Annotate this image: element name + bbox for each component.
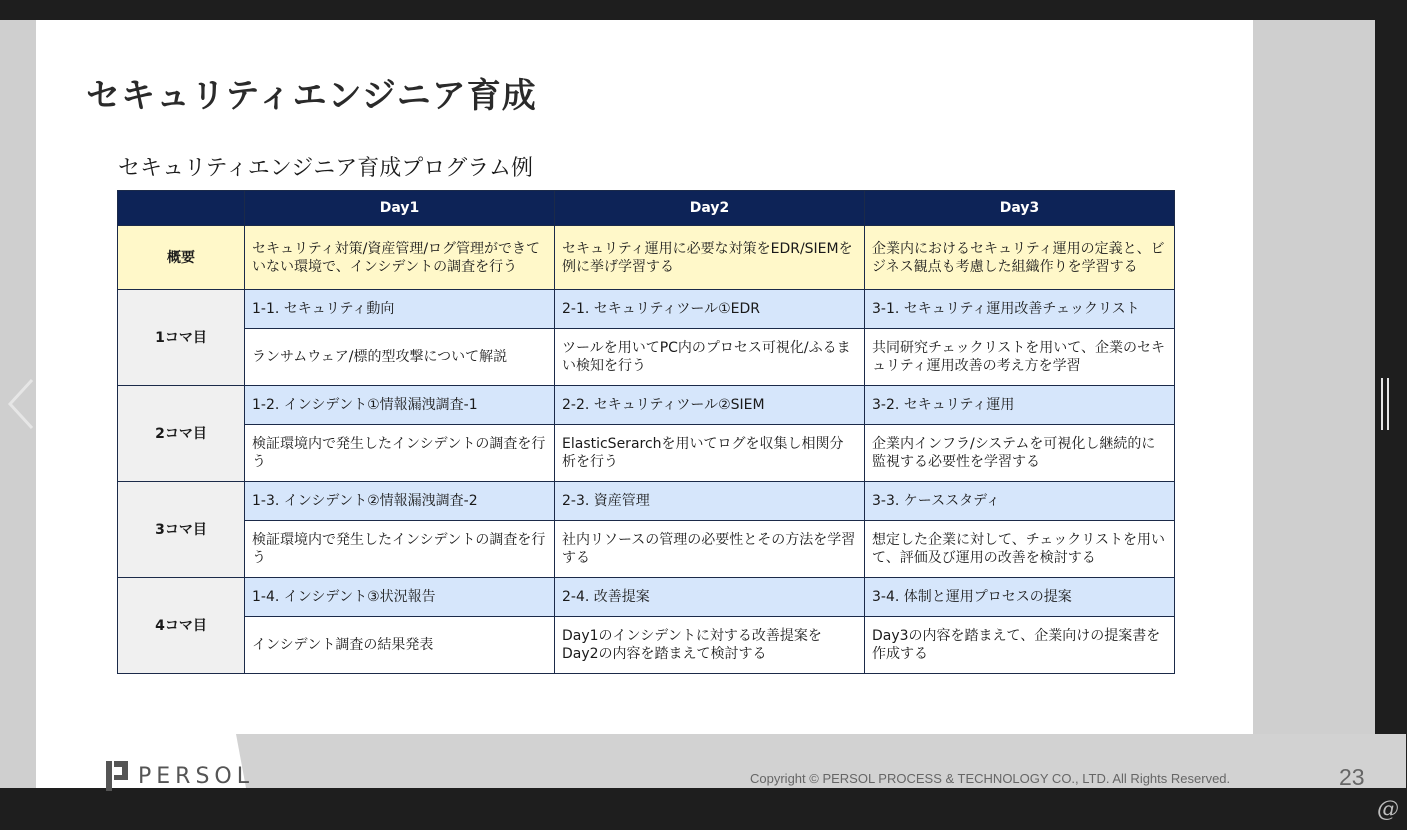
header-day2: Day2 <box>555 191 865 226</box>
session-topic: 2-1. セキュリティツール①EDR <box>555 290 865 329</box>
session2-desc-row <box>118 425 1175 482</box>
overview-cell-day1: セキュリティ対策/資産管理/ログ管理ができていない環境で、インシデントの調査を行う <box>245 226 555 290</box>
header-corner <box>118 191 245 226</box>
chevron-left-icon <box>4 378 40 430</box>
copyright-text: Copyright © PERSOL PROCESS & TECHNOLOGY CO., LTD. All Rights Reserved. <box>750 771 1231 786</box>
session2-topic-row <box>118 386 1175 425</box>
session-topic: 1-1. セキュリティ動向 <box>245 290 555 329</box>
session-topic: 1-3. インシデント②情報漏洩調査-2 <box>245 482 555 521</box>
persol-logo <box>106 761 254 791</box>
session-description: ElasticSerarchを用いてログを収集し相関分析を行う <box>555 425 865 482</box>
session1-desc-row <box>118 329 1175 386</box>
slide-menu-button[interactable] <box>1378 378 1394 430</box>
table-header-row <box>118 191 1175 226</box>
overview-label: 概要 <box>118 226 245 290</box>
session-description: Day1のインシデントに対する改善提案をDay2の内容を踏まえて検討する <box>555 617 865 674</box>
session-description: 検証環境内で発生したインシデントの調査を行う <box>245 521 555 578</box>
slide-subtitle: セキュリティエンジニア育成プログラム例 <box>118 156 534 181</box>
session-topic: 3-3. ケーススタディ <box>865 482 1175 521</box>
page-number: 23 <box>1339 764 1365 790</box>
header-day3: Day3 <box>865 191 1175 226</box>
session-description: 社内リソースの管理の必要性とその方法を学習する <box>555 521 865 578</box>
session3-topic-row <box>118 482 1175 521</box>
session3-desc-row <box>118 521 1175 578</box>
session-topic: 2-4. 改善提案 <box>555 578 865 617</box>
session-topic: 3-4. 体制と運用プロセスの提案 <box>865 578 1175 617</box>
session-description: 共同研究チェックリストを用いて、企業のセキュリティ運用改善の考え方を学習 <box>865 329 1175 386</box>
session-description: 企業内インフラ/システムを可視化し継続的に監視する必要性を学習する <box>865 425 1175 482</box>
session-description: ツールを用いてPC内のプロセス可視化/ふるまい検知を行う <box>555 329 865 386</box>
session-description: Day3の内容を踏まえて、企業向けの提案書を作成する <box>865 617 1175 674</box>
slide-title: セキュリティエンジニア育成 <box>86 76 537 116</box>
session-description: 検証環境内で発生したインシデントの調査を行う <box>245 425 555 482</box>
session-description: インシデント調査の結果発表 <box>245 617 555 674</box>
watermark: @ <box>1377 797 1399 822</box>
session1-topic-row <box>118 290 1175 329</box>
program-table <box>117 190 1175 674</box>
session-topic: 3-2. セキュリティ運用 <box>865 386 1175 425</box>
session-label: 2コマ目 <box>118 386 245 482</box>
session-topic: 1-4. インシデント③状況報告 <box>245 578 555 617</box>
double-bar-icon <box>1378 378 1394 430</box>
overview-row <box>118 226 1175 290</box>
session-label: 1コマ目 <box>118 290 245 386</box>
header-day1: Day1 <box>245 191 555 226</box>
previous-slide-button[interactable] <box>4 378 40 430</box>
session4-topic-row <box>118 578 1175 617</box>
slide <box>36 20 1365 790</box>
session-description: 想定した企業に対して、チェックリストを用いて、評価及び運用の改善を検討する <box>865 521 1175 578</box>
logo-text: PERSOL <box>138 763 254 789</box>
session-topic: 1-2. インシデント①情報漏洩調査-1 <box>245 386 555 425</box>
session-topic: 2-2. セキュリティツール②SIEM <box>555 386 865 425</box>
session-description: ランサムウェア/標的型攻撃について解説 <box>245 329 555 386</box>
session4-desc-row <box>118 617 1175 674</box>
overview-cell-day3: 企業内におけるセキュリティ運用の定義と、ビジネス観点も考慮した組織作りを学習する <box>865 226 1175 290</box>
persol-logo-icon <box>106 761 128 791</box>
session-topic: 3-1. セキュリティ運用改善チェックリスト <box>865 290 1175 329</box>
session-label: 3コマ目 <box>118 482 245 578</box>
session-topic: 2-3. 資産管理 <box>555 482 865 521</box>
session-label: 4コマ目 <box>118 578 245 674</box>
slide-viewer <box>0 20 1375 788</box>
overview-cell-day2: セキュリティ運用に必要な対策をEDR/SIEMを例に挙げ学習する <box>555 226 865 290</box>
